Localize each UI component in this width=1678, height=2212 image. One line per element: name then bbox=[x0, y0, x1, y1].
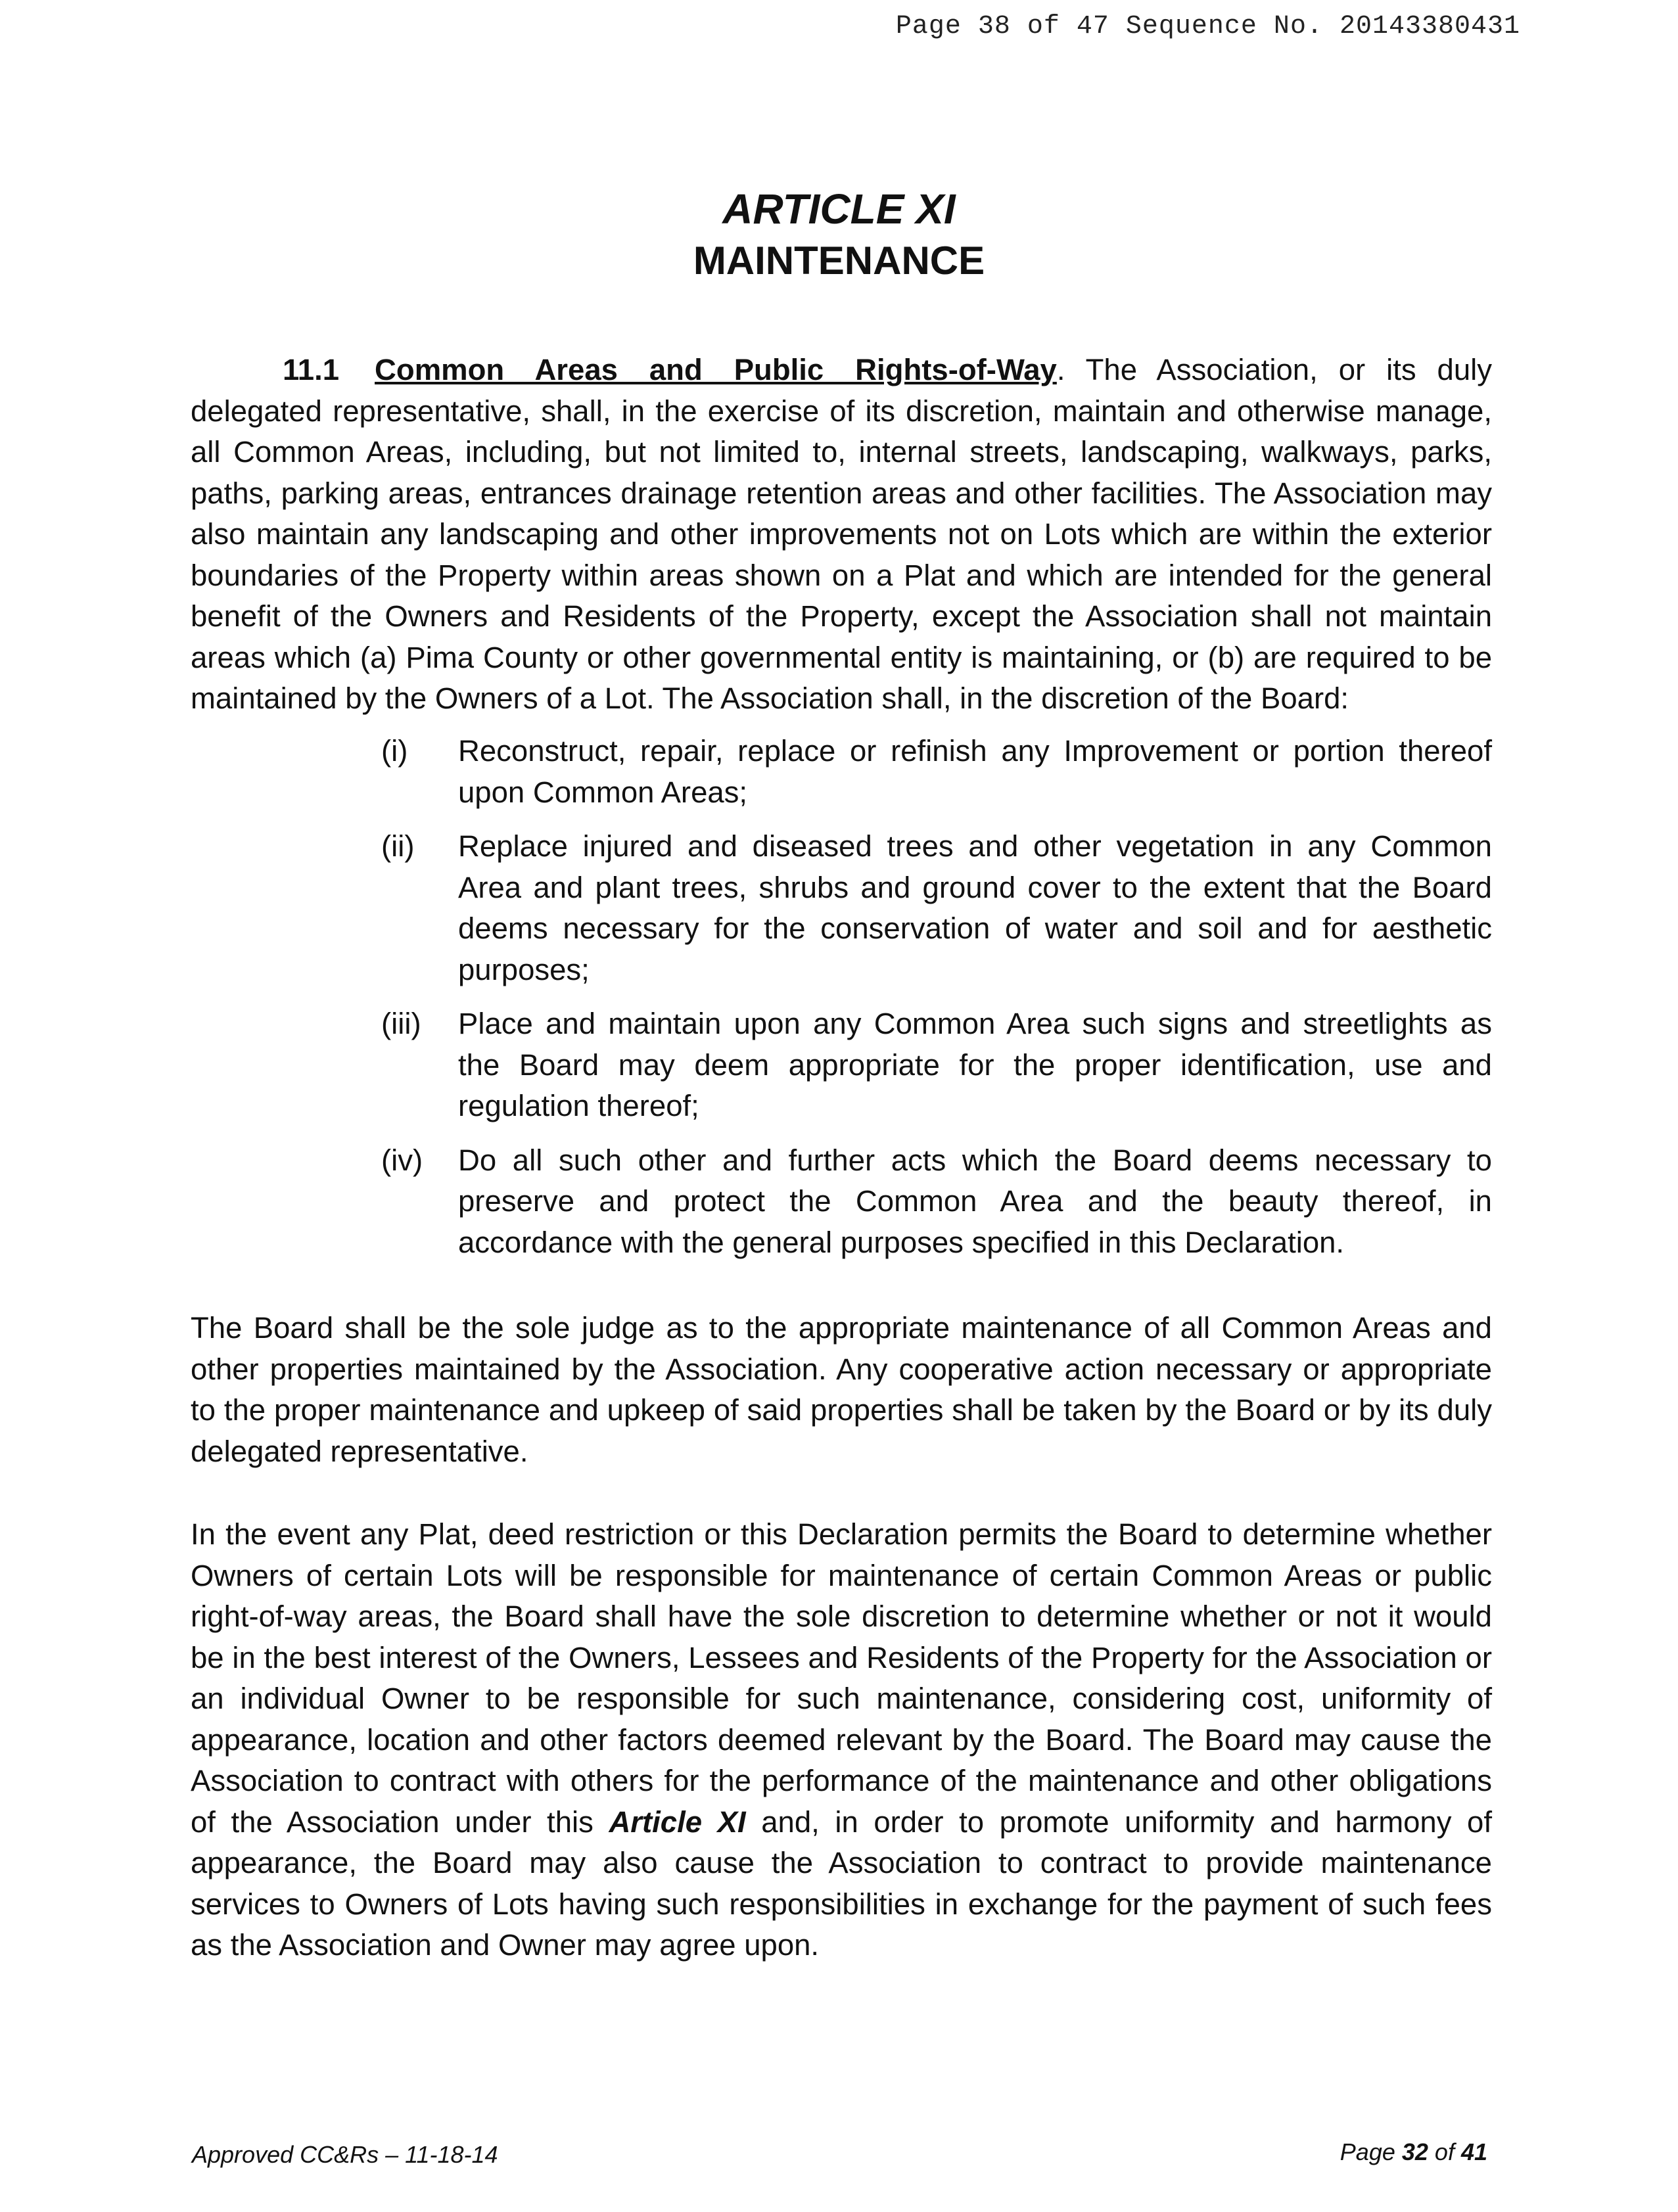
list-item-text: Reconstruct, repair, replace or refinish any Improvement or portion thereof upon Common Areas; bbox=[458, 734, 1492, 809]
maintenance-duties-list bbox=[381, 731, 1492, 1276]
list-marker: (iv) bbox=[381, 1143, 423, 1177]
section-title: Common Areas and Public Rights-of-Way bbox=[375, 353, 1057, 386]
list-item bbox=[381, 731, 1492, 813]
article-reference: Article XI bbox=[609, 1805, 746, 1839]
footer-total-pages: 41 bbox=[1460, 2138, 1487, 2165]
paragraph-text: and, in order to promote uniformity and harmony of appearance, the Board may also cause the Association to contract to provide maintenance services to Owners of Lots having such responsibilities in exchange for the payment of such fees as the Association and Owner may agree upon. bbox=[191, 1805, 1492, 1962]
list-item bbox=[381, 1140, 1492, 1264]
plat-responsibility-paragraph bbox=[191, 1514, 1492, 1966]
footer-page-of: of bbox=[1428, 2138, 1461, 2165]
footer-page-prefix: Page bbox=[1340, 2138, 1402, 2165]
section-11-1-paragraph bbox=[191, 350, 1492, 720]
list-item-text: Do all such other and further acts which the Board deems necessary to preserve and protect the Common Area and the beauty thereof, in accordance with the general purposes specified in this Declaration. bbox=[458, 1143, 1492, 1259]
section-body: The Association, or its duly delegated representative, shall, in the exercise of its discretion, maintain and otherwise manage, all Common Areas, including, but not limited to, internal streets, landscaping, walkways, parks, paths, parking areas, entrances drainage retention areas and other facilities. The Association may also maintain any landscaping and other improvements not on Lots which are within the exterior boundaries of the Property within areas shown on a Plat and which are intended for the general benefit of the Owners and Residents of the Property, except the Association shall not maintain areas which (a) Pima County or other governmental entity is maintaining, or (b) are required to be maintained by the Owners of a Lot. The Association shall, in the discretion of the Board: bbox=[191, 353, 1492, 715]
list-item bbox=[381, 826, 1492, 990]
board-judge-paragraph: The Board shall be the sole judge as to the appropriate maintenance of all Common Areas and other properties maintained by the Association. Any cooperative action necessary or appropriate to the proper maintenance and upkeep of said properties shall be taken by the Board or by its duly delegated representative. bbox=[191, 1311, 1492, 1468]
paragraph-text: In the event any Plat, deed restriction or this Declaration permits the Board to determine whether Owners of certain Lots will be responsible for maintenance of certain Common Areas or public right-of-way areas, the Board shall have the sole discretion to determine whether or not it would be in the best interest of the Owners, Lessees and Residents of the Property for the Association or an individual Owner to be responsible for such maintenance, considering cost, uniformity of appearance, location and other factors deemed relevant by the Board. The Board may cause the Association to contract with others for the performance of the maintenance and other obligations of the Association under this bbox=[191, 1517, 1492, 1839]
list-marker: (ii) bbox=[381, 829, 415, 863]
article-title: ARTICLE XI bbox=[722, 185, 956, 233]
footer-page-number bbox=[1340, 2138, 1487, 2166]
list-item bbox=[381, 1003, 1492, 1127]
footer-current-page: 32 bbox=[1401, 2138, 1428, 2165]
list-item-text: Replace injured and diseased trees and other vegetation in any Common Area and plant trees, shrubs and ground cover to the extent that the Board deems necessary for the conservation of water and soil and for aesthetic purposes; bbox=[458, 829, 1492, 986]
section-number: 11.1 bbox=[283, 353, 340, 386]
section-title-punctuation: . bbox=[1056, 353, 1065, 386]
footer-approval-note: Approved CC&Rs – 11-18-14 bbox=[192, 2141, 498, 2168]
list-item-text: Place and maintain upon any Common Area such signs and streetlights as the Board may deem appropriate for the proper identification, use and regulation thereof; bbox=[458, 1007, 1492, 1122]
list-marker: (i) bbox=[381, 734, 408, 768]
page-sequence-header: Page 38 of 47 Sequence No. 20143380431 bbox=[895, 12, 1520, 41]
article-subtitle: MAINTENANCE bbox=[693, 239, 985, 283]
list-marker: (iii) bbox=[381, 1007, 421, 1040]
